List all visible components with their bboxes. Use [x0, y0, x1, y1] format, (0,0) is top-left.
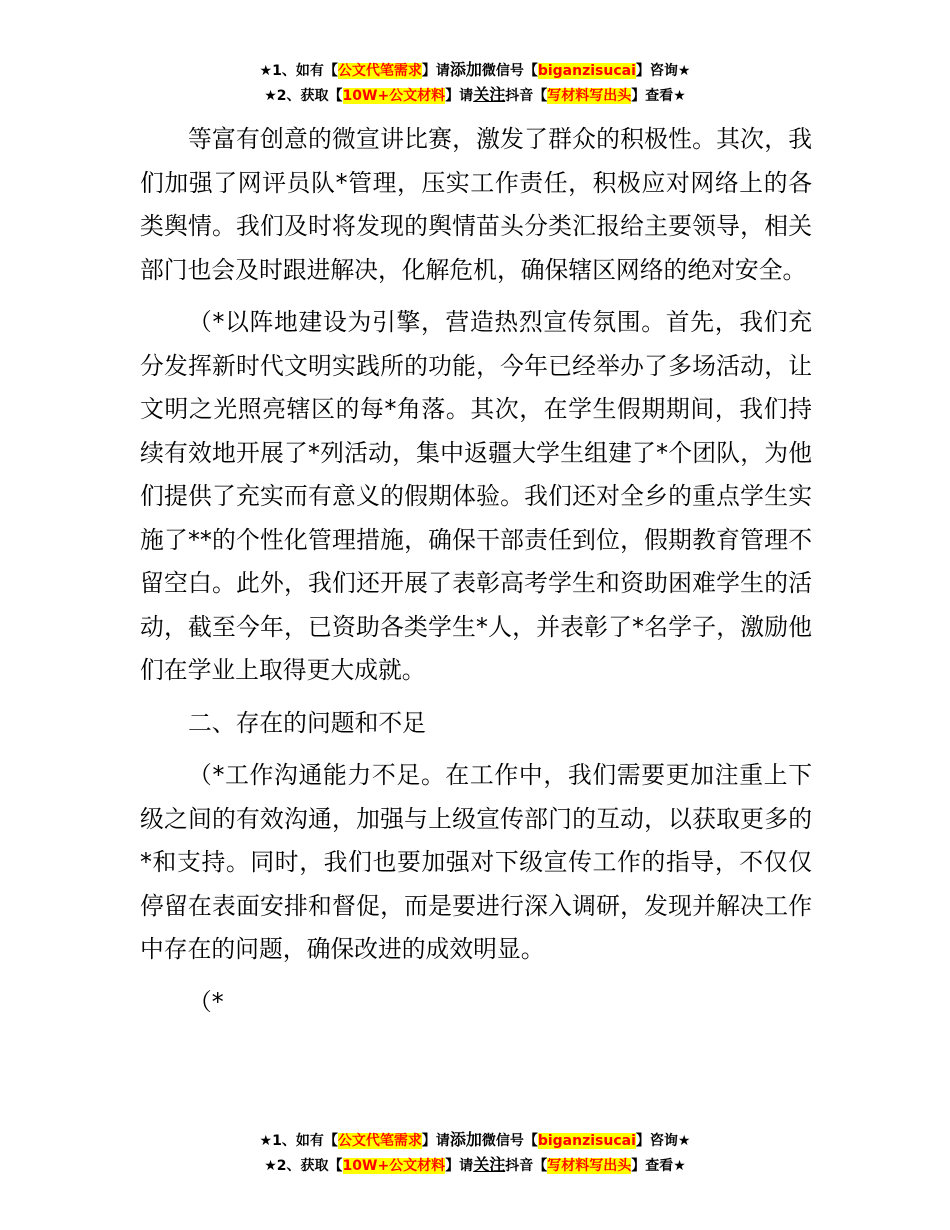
- footer-highlight-wechat-id: biganzisucai: [537, 1133, 636, 1149]
- paragraph-2: （*以阵地建设为引擎，营造热烈宣传氛围。首先，我们充分发挥新时代文明实践所的功能，今年已经举办了多场活动，让文明之光照亮辖区的每*角落。其次，在学生假期期间，我们持续有效地开展了*列活动，集中返疆大学生组建了*个团队，为他们提供了充实而有意义的假期体验。我们还对全乡的重点学生实施了**的个性化管理措施，确保干部责任到位，假期教育管理不留空白。此外，我们还开展了表彰高考学生和资助困难学生的活动，截至今年，已资助各类学生*人，并表彰了*名学子，激励他们在学业上取得更大成就。: [140, 308, 812, 684]
- section-heading: 二、存在的问题和不足: [188, 708, 426, 737]
- document-body: [140, 118, 812, 1033]
- highlight-materials: 10W+公文材料: [342, 88, 446, 104]
- footer-line-2: ★2、获取【10W+公文材料】请关注抖音【写材料写出头】查看★: [264, 1155, 686, 1174]
- highlight-wechat-id: biganzisucai: [537, 63, 636, 79]
- highlight-ghostwriting: 公文代笔需求: [337, 63, 422, 79]
- header-banner: [0, 58, 950, 108]
- paragraph-3: （*工作沟通能力不足。在工作中，我们需要更加注重上下级之间的有效沟通，加强与上级宣传部门的互动，以获取更多的*和支持。同时，我们也要加强对下级宣传工作的指导，不仅仅停留在表面安排和督促，而是要进行深入调研，发现并解决工作中存在的问题，确保改进的成效明显。: [140, 761, 812, 963]
- paragraph-1: 等富有创意的微宣讲比赛，激发了群众的积极性。其次，我们加强了网评员队*管理，压实工作责任，积极应对网络上的各类舆情。我们及时将发现的舆情苗头分类汇报给主要领导，相关部门也会及时跟进解决，化解危机，确保辖区网络的绝对安全。: [140, 125, 812, 284]
- footer-line-1: ★1、如有【公文代笔需求】请添加微信号【biganzisucai】咨询★: [259, 1130, 691, 1149]
- banner-line-2: ★2、获取【10W+公文材料】请关注抖音【写材料写出头】查看★: [264, 85, 686, 104]
- footer-banner: [0, 1128, 950, 1178]
- banner-line-1: ★1、如有【公文代笔需求】请添加微信号【biganzisucai】咨询★: [259, 60, 691, 79]
- footer-highlight-materials: 10W+公文材料: [342, 1158, 446, 1174]
- paragraph-4: （*: [188, 987, 224, 1016]
- highlight-douyin: 写材料写出头: [547, 88, 632, 104]
- footer-highlight-douyin: 写材料写出头: [547, 1158, 632, 1174]
- footer-highlight-ghostwriting: 公文代笔需求: [337, 1133, 422, 1149]
